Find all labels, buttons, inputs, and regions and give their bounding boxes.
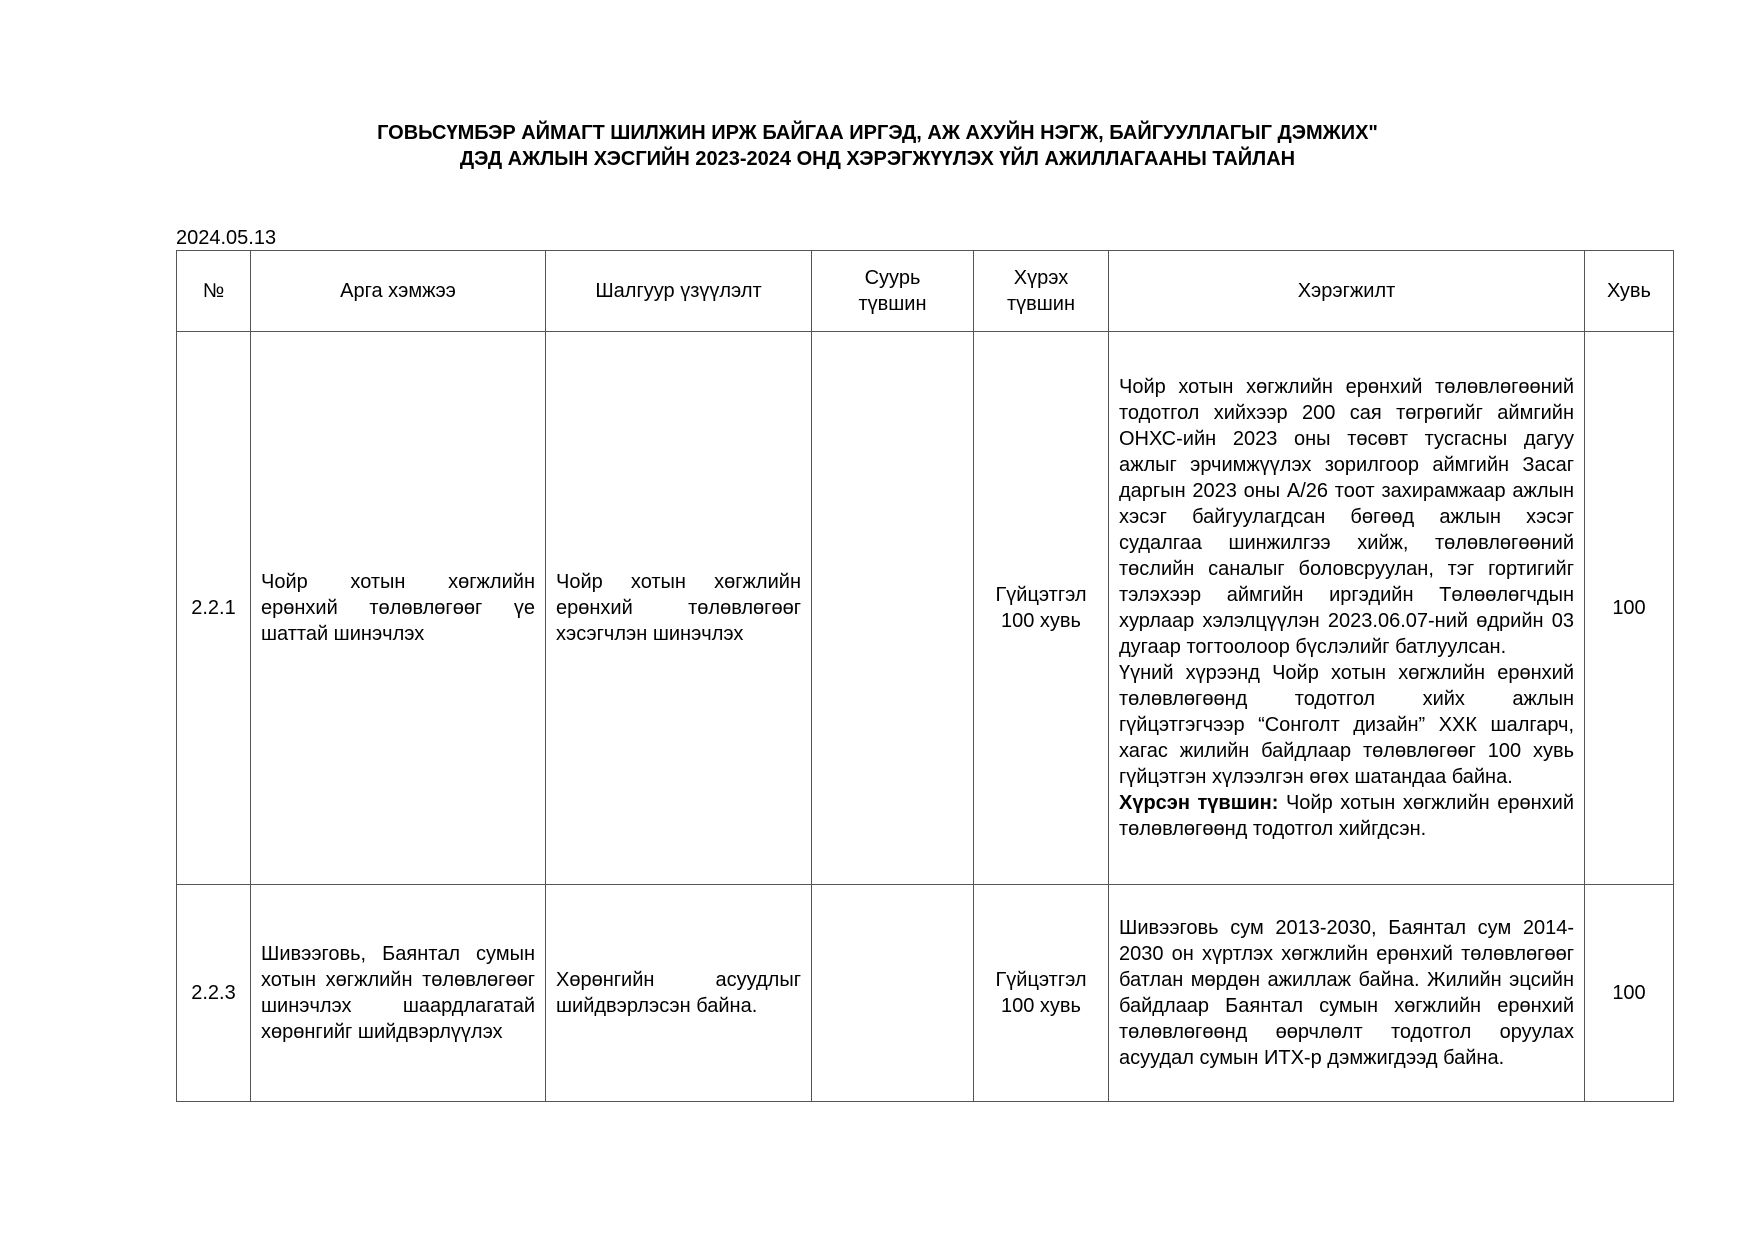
- title-line-2: ДЭД АЖЛЫН ХЭСГИЙН 2023-2024 ОНД ХЭРЭГЖҮҮЛЭХ ҮЙЛ АЖИЛЛАГААНЫ ТАЙЛАН: [459, 148, 1296, 170]
- row-target-line1: Гүйцэтгэл: [995, 969, 1087, 991]
- row-baseline: [812, 885, 974, 1102]
- row-target: [974, 332, 1109, 885]
- report-date: 2024.05.13: [176, 227, 277, 249]
- header-percent: Хувь: [1585, 251, 1674, 332]
- header-implementation: Хэрэгжилт: [1109, 251, 1585, 332]
- table-row: [177, 332, 1674, 885]
- row-target-line2: 100 хувь: [1001, 610, 1081, 632]
- header-baseline: [812, 251, 974, 332]
- row-action: Шивээговь, Баянтал сумын хотын хөгжлийн төлөвлөгөөг шинэчлэх шаардлагатай хөрөнгийг шийдвэрлүүлэх: [251, 885, 546, 1102]
- result-label: Хүрсэн түвшин:: [1119, 792, 1279, 814]
- row-implementation: [1109, 885, 1585, 1102]
- row-target-line2: 100 хувь: [1001, 995, 1081, 1017]
- header-target-line1: Хүрэх: [1013, 267, 1069, 289]
- row-target: [974, 885, 1109, 1102]
- row-number: 2.2.3: [177, 885, 251, 1102]
- header-target-line2: түвшин: [1006, 293, 1076, 315]
- row-target-line1: Гүйцэтгэл: [995, 584, 1087, 606]
- row-baseline: [812, 332, 974, 885]
- title-line-1: ГОВЬСҮМБЭР АЙМАГТ ШИЛЖИН ИРЖ БАЙГАА ИРГЭД, АЖ АХУЙН НЭГЖ, БАЙГУУЛЛАГЫГ ДЭМЖИХ": [377, 122, 1378, 144]
- header-action: Арга хэмжээ: [251, 251, 546, 332]
- row-indicator: Чойр хотын хөгжлийн ерөнхий төлөвлөгөөг хэсэгчлэн шинэчлэх: [546, 332, 812, 885]
- row-percent: 100: [1585, 885, 1674, 1102]
- document-title: [0, 120, 1755, 172]
- row-action: Чойр хотын хөгжлийн ерөнхий төлөвлөгөөг үе шаттай шинэчлэх: [251, 332, 546, 885]
- result-text: Чойр хотын хөгжлийн ерөнхий төлөвлөгөөнд тодотгол хийгдсэн.: [1119, 792, 1574, 840]
- implementation-paragraph: Үүний хүрээнд Чойр хотын хөгжлийн ерөнхий төлөвлөгөөнд тодотгол хийх ажлын гүйцэтгэгчээр “Сонголт дизайн” ХХК шалгарч, хагас жилийн байдлаар төлөвлөгөөг 100 хувь гүйцэтгэн хүлээлгэн өгөх шатандаа байна.: [1119, 662, 1574, 788]
- report-table: [176, 250, 1674, 1102]
- row-number: 2.2.1: [177, 332, 251, 885]
- header-target: [974, 251, 1109, 332]
- row-implementation: [1109, 332, 1585, 885]
- header-no: №: [177, 251, 251, 332]
- implementation-result: [1119, 790, 1574, 842]
- header-indicator: Шалгуур үзүүлэлт: [546, 251, 812, 332]
- header-baseline-line2: түвшин: [858, 293, 927, 315]
- implementation-paragraph: Чойр хотын хөгжлийн ерөнхий төлөвлөгөөний тодотгол хийхээр 200 сая төгрөгийг аймгийн ОНХС-ийн 2023 оны төсөвт тусгасны дагуу ажлыг эрчимжүүлэх зорилгоор аймгийн Засаг даргын 2023 оны А/26 тоот захирамжаар ажлын хэсэг байгуулагдсан бөгөөд ажлын хэсэг судалгаа шинжилгээ хийж, төлөвлөгөөний төслийн саналыг боловсруулан, тэг гортигийг тэлэхээр аймгийн иргэдийн Төлөөлөгчдын хурлаар хэлэлцүүлэн 2023.06.07-ний өдрийн 03 дугаар тогтоолоор бүслэлийг батлуулсан.: [1119, 376, 1574, 658]
- row-indicator: Хөрөнгийн асуудлыг шийдвэрлэсэн байна.: [546, 885, 812, 1102]
- header-baseline-line1: Суурь: [864, 267, 921, 289]
- table-row: [177, 885, 1674, 1102]
- row-percent: 100: [1585, 332, 1674, 885]
- implementation-paragraph: Шивээговь сум 2013-2030, Баянтал сум 2014-2030 он хүртлэх хөгжлийн ерөнхий төлөвлөгөөг батлан мөрдөн ажиллаж байна. Жилийн эцсийн байдлаар Баянтал сумын хөгжлийн ерөнхий төлөвлөгөөнд өөрчлөлт тодотгол оруулах асуудал сумын ИТХ-р дэмжигдээд байна.: [1119, 917, 1574, 1069]
- table-header-row: [177, 251, 1674, 332]
